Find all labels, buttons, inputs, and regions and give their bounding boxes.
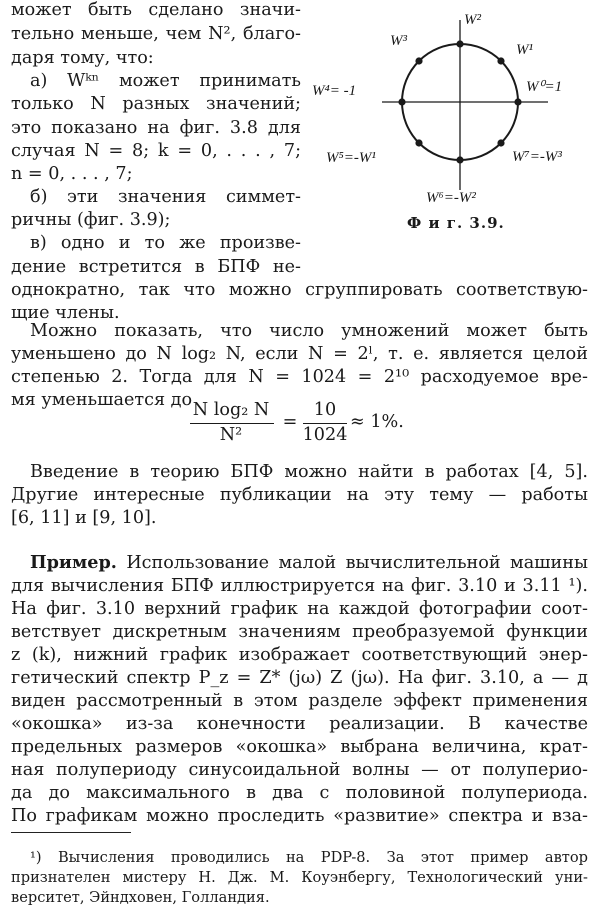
footnote-line: признателен мистеру Н. Дж. М. Коуэнбергу, Технологический уни- xyxy=(11,869,588,886)
root-point xyxy=(456,156,463,163)
text-line: для вычисления БПФ иллюстрируется на фиг. 3.10 и 3.11 ¹). xyxy=(11,576,588,596)
formula-equals: = xyxy=(282,412,298,432)
text-line: [6, 11] и [9, 10]. xyxy=(11,508,157,528)
root-point xyxy=(415,57,422,64)
text-line: да до максимального в два с половиной полупериода. xyxy=(11,783,588,803)
text-line: По графикам можно проследить «развитие» спектра и вза- xyxy=(11,806,588,826)
text-line: Можно показать, что число умножений может быть xyxy=(30,321,588,341)
text-line: Другие интересные публикации на эту тему — работы xyxy=(11,485,588,505)
root-point xyxy=(514,98,521,105)
text-line: степенью 2. Тогда для N = 1024 = 2¹⁰ расходуемое вре- xyxy=(11,367,588,387)
text-line: только N разных значений; xyxy=(11,94,301,114)
text-line: может быть сделано значи- xyxy=(11,0,301,20)
example-first-rest: Использование малой вычислительной машины xyxy=(116,553,588,573)
text-line: даря тому, что: xyxy=(11,48,154,68)
footnote-rule xyxy=(11,832,131,833)
example-lead: Пример. xyxy=(30,552,117,573)
text-line: б) эти значения симмет- xyxy=(30,187,301,207)
text-line: На фиг. 3.10 верхний график на каждой фотографии соот- xyxy=(11,599,588,619)
formula-rhs-denominator: 1024 xyxy=(302,425,348,445)
root-point xyxy=(497,139,504,146)
unit-circle-figure xyxy=(312,2,594,207)
text-line: мя уменьшается до xyxy=(11,390,193,410)
text-line: а) Wᵏⁿ может принимать xyxy=(30,71,301,91)
text-line: Введение в теорию БПФ можно найти в работах [4, 5]. xyxy=(30,462,588,482)
label-w5: W⁵=-W¹ xyxy=(326,150,376,166)
example-first-line xyxy=(30,552,588,574)
text-line: ветствует дискретным значениям преобразуемой функции xyxy=(11,622,588,642)
text-line: тельно меньше, чем N², благо- xyxy=(11,24,301,44)
root-point xyxy=(456,40,463,47)
text-line: виден рассмотренный в этом разделе эффект применения xyxy=(11,691,588,711)
formula-lhs-denominator: N² xyxy=(219,425,243,445)
root-point xyxy=(497,57,504,64)
figure-caption: Ф и г. 3.9. xyxy=(407,214,505,232)
label-w0: W⁰=1 xyxy=(526,79,563,95)
fraction-bar xyxy=(303,423,347,424)
label-w7: W⁷=-W³ xyxy=(512,149,562,165)
footnote-line: верситет, Эйндховен, Голландия. xyxy=(11,889,270,906)
formula-rhs-numerator: 10 xyxy=(313,400,337,420)
text-line: предельных размеров «окошка» выбрана величина, крат- xyxy=(11,737,588,757)
text-line: щие члены. xyxy=(11,303,120,323)
text-line: в) одно и то же произве- xyxy=(30,233,301,253)
text-line: гетический спектр P_z = Z* (jω) Z (jω). На фиг. 3.10, а — д xyxy=(11,668,588,688)
formula-approx: ≈ 1%. xyxy=(350,412,404,432)
text-line: n = 0, . . . , 7; xyxy=(11,164,133,184)
text-line: z (k), нижний график изображает соответствующий энер- xyxy=(11,645,588,665)
root-point xyxy=(398,98,405,105)
label-w1: W¹ xyxy=(516,42,533,58)
label-w4: W⁴= -1 xyxy=(312,83,357,99)
text-line: ная полупериоду синусоидальной волны — от полуперио- xyxy=(11,760,588,780)
text-line: случая N = 8; k = 0, . . . , 7; xyxy=(11,141,301,161)
root-point xyxy=(415,139,422,146)
label-w6: W⁶=-W² xyxy=(426,190,476,206)
label-w2: W² xyxy=(464,12,481,28)
text-line: дение встретится в БПФ не- xyxy=(11,257,301,277)
label-w3: W³ xyxy=(390,33,407,49)
formula-lhs-numerator: N log₂ N xyxy=(192,400,270,420)
footnote-line: ¹) Вычисления проводились на PDP-8. За этот пример автор xyxy=(30,849,588,866)
text-line: уменьшено до N log₂ N, если N = 2ˡ, т. е. является целой xyxy=(11,344,588,364)
text-line: это показано на фиг. 3.8 для xyxy=(11,118,301,138)
fraction-bar xyxy=(190,423,274,424)
text-line: ричны (фиг. 3.9); xyxy=(11,210,171,230)
text-line: «окошка» из-за конечности реализации. В качестве xyxy=(11,714,588,734)
text-line: однократно, так что можно сгруппировать соответствую- xyxy=(11,280,588,300)
